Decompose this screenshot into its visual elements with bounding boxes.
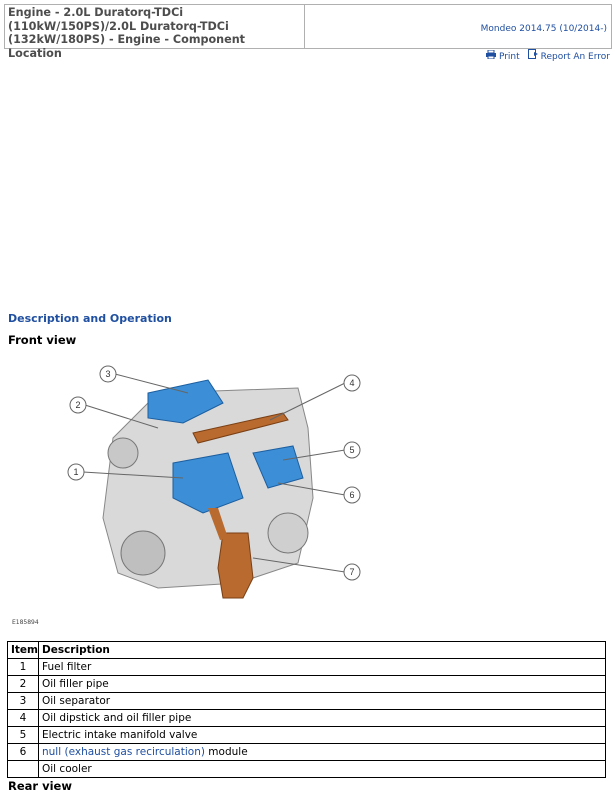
table-row (8, 744, 606, 761)
rear-view-heading: Rear view (8, 779, 72, 793)
print-label: Print (498, 51, 520, 62)
callout-label: 6 (349, 490, 355, 500)
table-row (8, 676, 606, 693)
item-number: 1 (8, 659, 39, 676)
front-view-heading: Front view (8, 333, 77, 347)
report-label: Report An Error (540, 52, 610, 62)
callout-label: 2 (75, 400, 81, 410)
item-description-suffix: module (204, 746, 248, 758)
item-description: Oil dipstick and oil filler pipe (39, 710, 606, 727)
print-link[interactable] (486, 50, 520, 62)
table-header-row (8, 642, 606, 659)
item-description (39, 744, 606, 761)
column-header-description: Description (39, 642, 606, 659)
callout-label: 1 (73, 467, 79, 477)
action-links (486, 49, 610, 62)
model-label: Mondeo 2014.75 (10/2014-) (480, 24, 607, 34)
figure-code: E185894 (12, 619, 39, 626)
callout-label: 7 (349, 567, 355, 577)
egr-link[interactable]: null (exhaust gas recirculation) (42, 746, 205, 758)
column-header-item: Item (8, 642, 39, 659)
item-description: Fuel filter (39, 659, 606, 676)
engine-illustration (8, 348, 436, 631)
table-row (8, 710, 606, 727)
item-description: Oil cooler (39, 761, 606, 778)
item-description: Electric intake manifold valve (39, 727, 606, 744)
item-number: 2 (8, 676, 39, 693)
printer-icon (486, 50, 496, 62)
table-row (8, 659, 606, 676)
callout-label: 3 (105, 369, 111, 379)
section-heading: Description and Operation (8, 312, 172, 325)
item-number: 6 (8, 744, 39, 761)
callout-label: 5 (349, 445, 355, 455)
page-title: Engine - 2.0L Duratorq-TDCi (110kW/150PS)/2.0L Duratorq-TDCi (132kW/180PS) - Engine - Component Location (5, 5, 305, 48)
item-number: 5 (8, 727, 39, 744)
engine-figure (8, 348, 436, 631)
item-number: 4 (8, 710, 39, 727)
item-description: Oil separator (39, 693, 606, 710)
report-icon (528, 49, 538, 62)
item-number: 3 (8, 693, 39, 710)
component-table (7, 641, 606, 778)
table-row (8, 693, 606, 710)
table-row (8, 727, 606, 744)
item-number (8, 761, 39, 778)
item-description: Oil filler pipe (39, 676, 606, 693)
callout-label: 4 (349, 378, 355, 388)
table-row (8, 761, 606, 778)
report-error-link[interactable] (528, 49, 610, 62)
